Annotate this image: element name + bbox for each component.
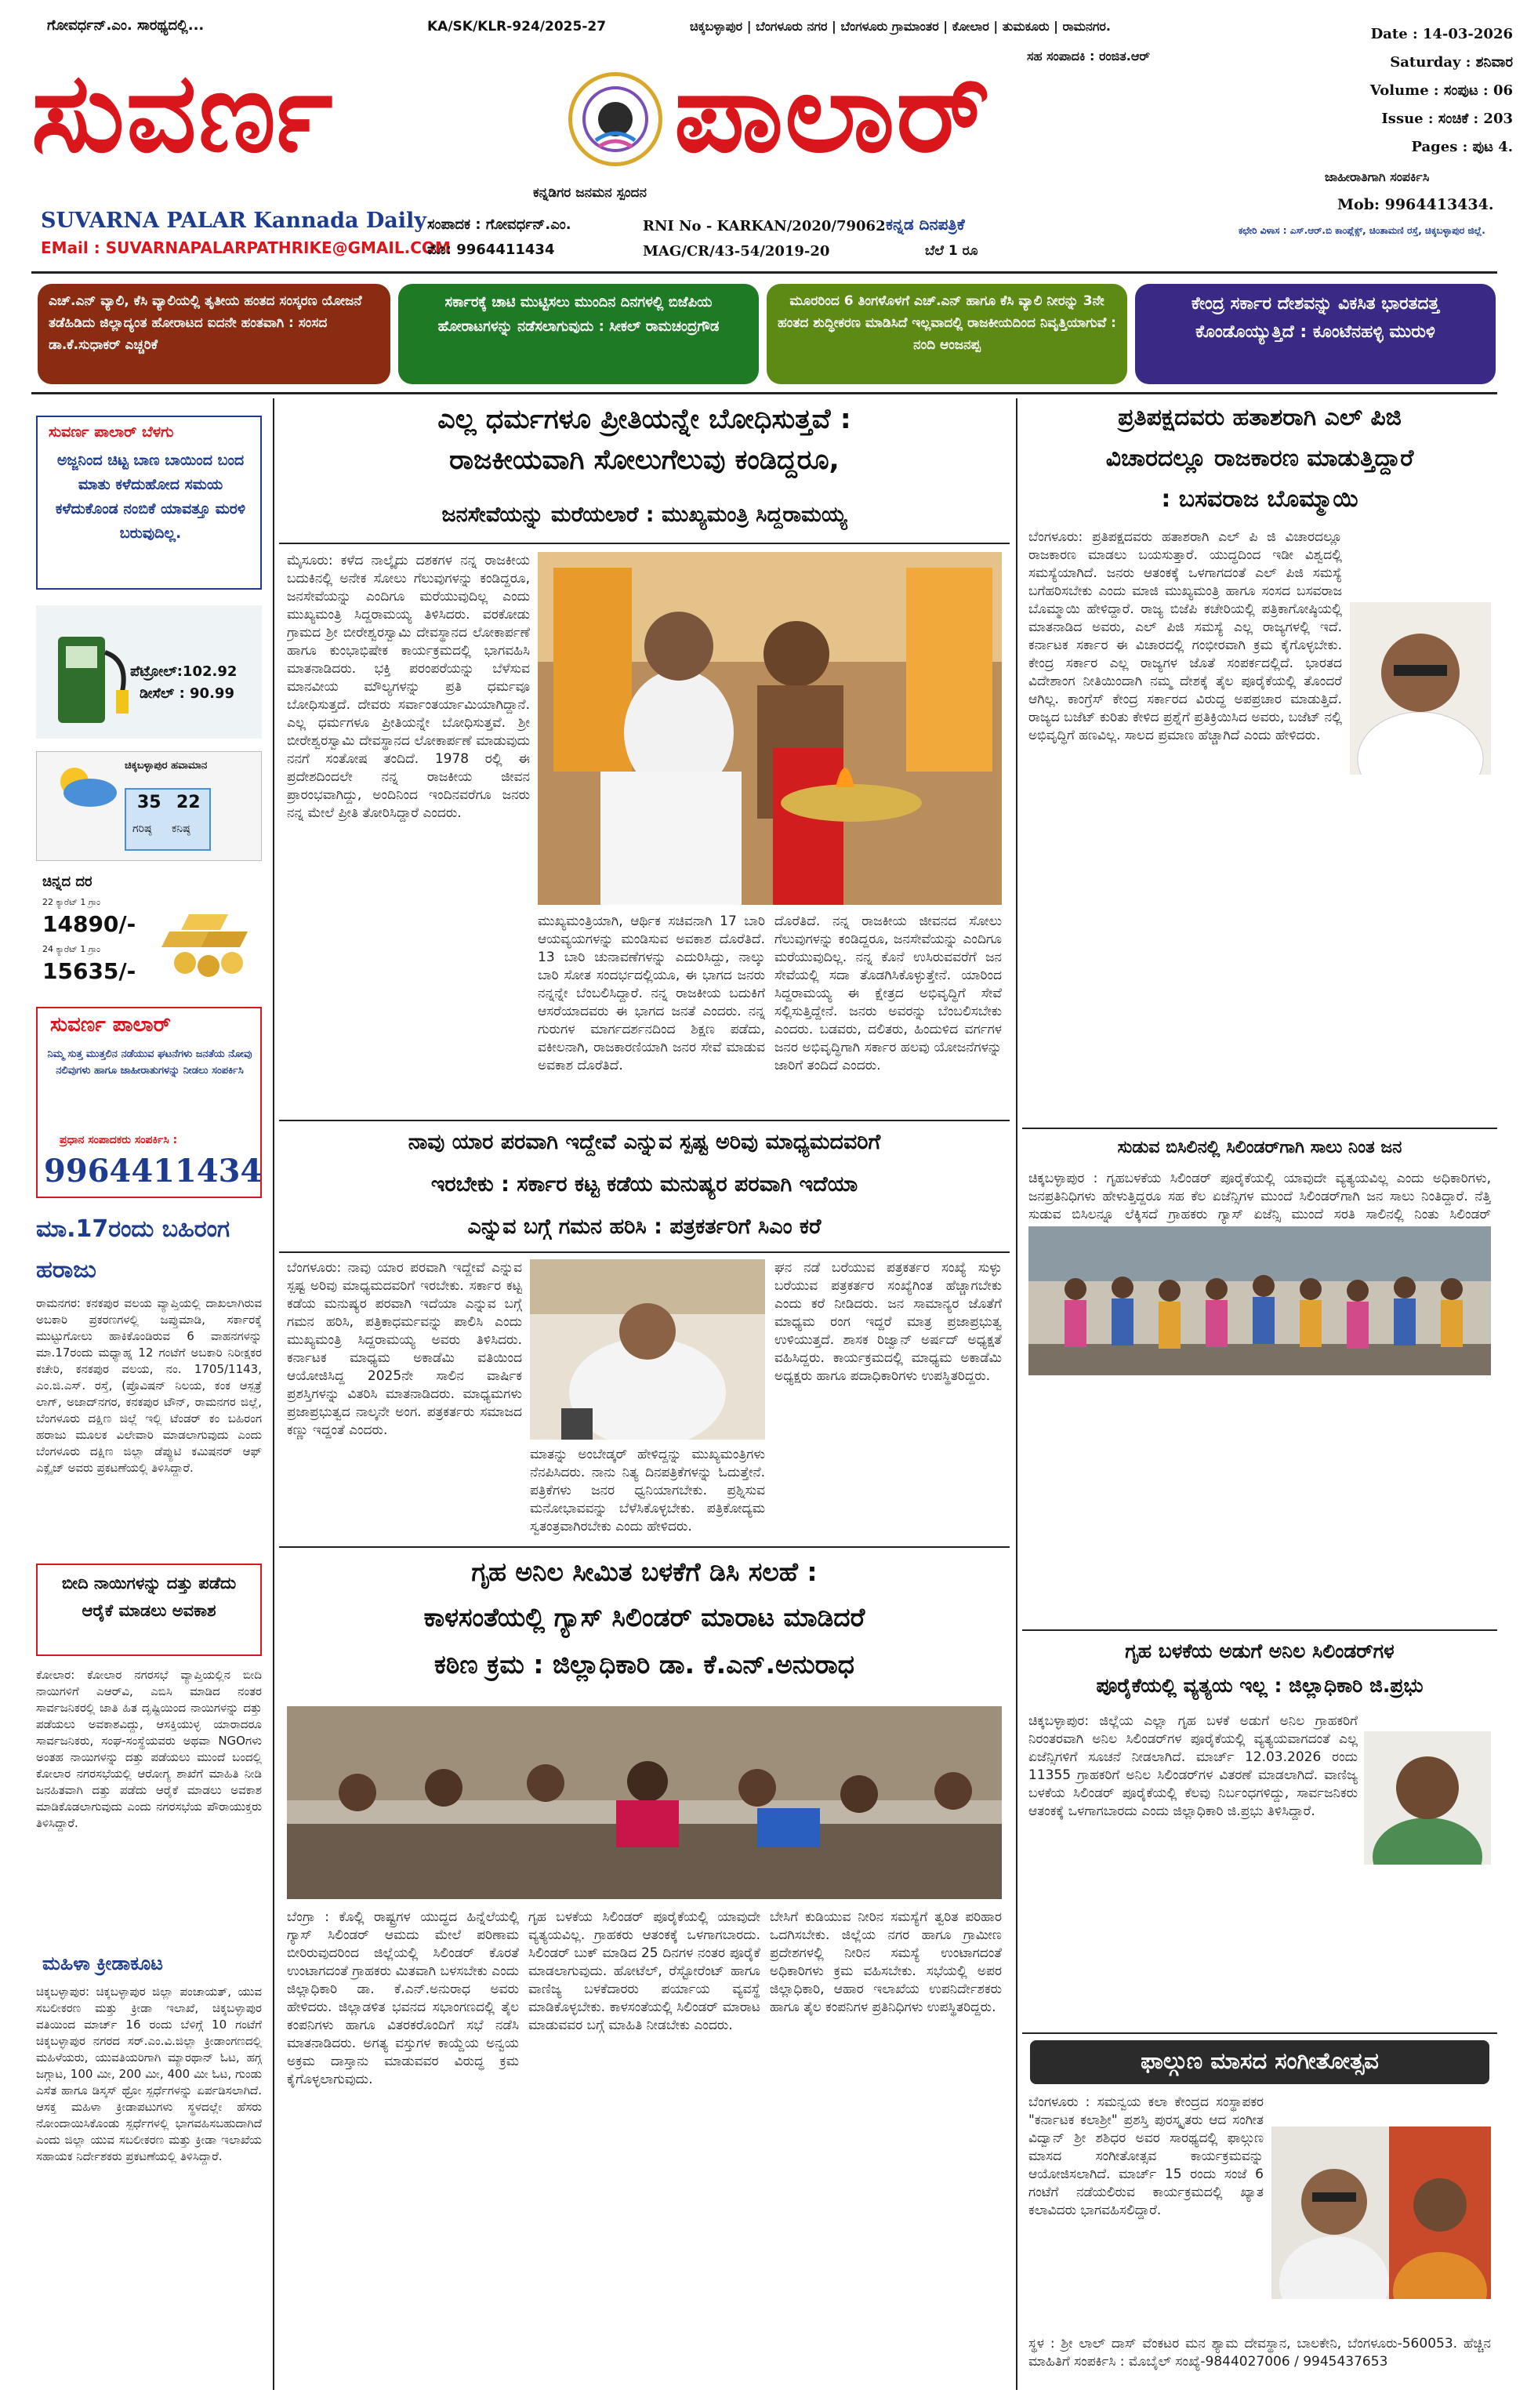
english-title: SUVARNA PALAR Kannada Daily: [41, 209, 426, 233]
newspaper-ad-phone: 9964411434: [44, 1153, 263, 1189]
masthead: [0, 0, 1527, 274]
bommai-bottom-rule: [1022, 1128, 1497, 1129]
chief-minister-speaking-photo: [530, 1259, 765, 1440]
ad-contact-mobile: Mob: 9964413434.: [1337, 196, 1494, 213]
queue-for-gas-cylinders-photo: [1028, 1226, 1491, 1375]
weather-widget: [36, 751, 262, 861]
gas-col-3: ಬೇಸಿಗೆ ಕುಡಿಯುವ ನೀರಿನ ಸಮಸ್ಯೆಗೆ ತ್ವರಿತ ಪರಿಹಾರ ಒದಗಿಸಬೇಕು. ಜಿಲ್ಲೆಯ ನಗರ ಹಾಗೂ ಗ್ರಾಮೀಣ ಪ್ರದೇಶಗಳಲ್ಲಿ ನೀರಿನ ಸಮಸ್ಯೆ ಉಂಟಾಗದಂತೆ ಅಧಿಕಾರಿಗಳು ಕ್ರಮ ವಹಿಸಬೇಕು. ಸಭೆಯಲ್ಲಿ ಅಪರ ಜಿಲ್ಲಾಧಿಕಾರಿ, ಆಹಾರ ಇಲಾಖೆಯ ಉಪನಿರ್ದೇಶಕರು ಹಾಗೂ ತೈಲ ಕಂಪನಿಗಳ ಪ್ರತಿನಿಧಿಗಳು ಉಪಸ್ಥಿತರಿದ್ದರು.: [770, 1909, 1002, 2015]
temple-ceremony-photo: [538, 552, 1002, 905]
lead-headline-1: ಎಲ್ಲ ಧರ್ಮಗಳೂ ಪ್ರೀತಿಯನ್ನೇ ಬೋಧಿಸುತ್ತವೆ :: [437, 404, 851, 435]
lead-col-1: ಮೈಸೂರು: ಕಳೆದ ನಾಲ್ಕೈದು ದಶಕಗಳ ನನ್ನ ರಾಜಕೀಯ ಬದುಕಿನಲ್ಲಿ ಅನೇಕ ಸೋಲು ಗೆಲುವುಗಳನ್ನು ಕಂಡಿದ್ದರೂ, ಜನಸೇವೆಯನ್ನು ಎಂದಿಗೂ ಮರೆಯುವುದಿಲ್ಲ ಎಂದು ಮುಖ್ಯಮಂತ್ರಿ ಸಿದ್ದರಾಮಯ್ಯ ತಿಳಿಸಿದರು. ವರಕೋಡು ಗ್ರಾಮದ ಶ್ರೀ ಬೀರೇಶ್ವರಸ್ವಾಮಿ ದೇವಸ್ಥಾನದ ಲೋಕಾರ್ಪಣೆ ಹಾಗೂ ಕುಂಭಾಭಿಷೇಕ ಕಾರ್ಯಕ್ರಮದಲ್ಲಿ ಭಾಗವಹಿಸಿ ಮಾತನಾಡಿದರು. ಭಕ್ತಿ ಪರಂಪರೆಯನ್ನು ಬೆಳೆಸುವ ಮಾನವೀಯ ಮೌಲ್ಯಗಳನ್ನು ಪ್ರತಿ ಧರ್ಮವೂ ಬೋಧಿಸುತ್ತದೆ. ದೇವರು ಸರ್ವಾಂತರ್ಯಾಮಿಯಾಗಿದ್ದಾನೆ. ಎಲ್ಲ ಧರ್ಮಗಳೂ ಪ್ರೀತಿಯನ್ನೇ ಬೋಧಿಸುತ್ತವೆ. ಶ್ರೀ ಬೀರೇಶ್ವರಸ್ವಾಮಿ ದೇವಸ್ಥಾನದ ಲೋಕಾರ್ಪಣೆ ಮಾಡುವುದು ನನಗೆ ಸಂತೋಷ ತಂದಿದೆ. 1978 ರಲ್ಲಿ ಈ ಪ್ರದೇಶದಿಂದಲೇ ನನ್ನ ರಾಜಕೀಯ ಜೀವನ ಪ್ರಾರಂಭವಾಗಿದ್ದು, ಅಂದಿನಿಂದ ಇಂದಿನವರೆಗೂ ಜನರು ನನ್ನ ಮೇಲೆ ಪ್ರೀತಿ ತೋರಿಸಿದ್ದಾರೆ ಎಂದರು.: [287, 553, 530, 821]
queue-photo: [1028, 1226, 1491, 1375]
gold-22-price: 14890/-: [42, 911, 136, 937]
editor-phone: ಮೊ: 9964411434: [427, 242, 555, 258]
district-meeting-photo: [287, 1706, 1002, 1899]
weather-title: ಚಿಕ್ಕಬಳ್ಳಾಪುರ ಹವಾಮಾನ: [125, 760, 208, 772]
media-col-3: ಘನ ನಡೆ ಬರೆಯುವ ಪತ್ರಕರ್ತರ ಸಂಖ್ಯೆ ಸುಳ್ಳು ಬರೆಯುವ ಪತ್ರಕರ್ತರ ಸಂಖ್ಯೆಗಿಂತ ಹೆಚ್ಚಾಗಬೇಕು ಎಂದು ಕರೆ ನೀಡಿದರು. ಜನ ಸಾಮಾನ್ಯರ ಜೊತೆಗೆ ಮಾಧ್ಯಮ ರಂಗ ಇದ್ದರೆ ಮಾತ್ರ ಪ್ರಜಾಪ್ರಭುತ್ವ ಉಳಿಯುತ್ತದೆ. ಶಾಸಕ ರಿಜ್ವಾನ್ ಅರ್ಷದ್ ಅಧ್ಯಕ್ಷತೆ ವಹಿಸಿದ್ದರು. ಕಾರ್ಯಕ್ರಮದಲ್ಲಿ ಮಾಧ್ಯಮ ಅಕಾಡೆಮಿ ಅಧ್ಯಕ್ಷರು ಹಾಗೂ ಪದಾಧಿಕಾರಿಗಳು ಉಪಸ್ಥಿತರಿದ್ದರು.: [774, 1260, 1002, 1384]
lead-headline-2: ರಾಜಕೀಯವಾಗಿ ಸೋಲುಗೆಲುವು ಕಂಡಿದ್ದರೂ,: [449, 445, 840, 476]
min-temp-label: ಕನಿಷ್ಠ: [172, 823, 190, 835]
lead-headline-3: ಜನಸೇವೆಯನ್ನು ಮರೆಯಲಾರೆ : ಮುಖ್ಯಮಂತ್ರಿ ಸಿದ್ದರಾಮಯ್ಯ: [441, 503, 847, 527]
right-column: [1022, 398, 1497, 2390]
masthead-emblem: [568, 72, 662, 166]
auction-text: ರಾಮನಗರ: ಕನಕಪುರ ವಲಯ ವ್ಯಾಪ್ತಿಯಲ್ಲಿ ದಾಖಲಾಗಿರುವ ಅಬಕಾರಿ ಪ್ರಕರಣಗಳಲ್ಲಿ ಜಪ್ತುಮಾಡಿ, ಸರ್ಕಾರಕ್ಕೆ ಮುಟ್ಟುಗೋಲು ಹಾಕಿಕೊಂಡಿರುವ 6 ವಾಹನಗಳನ್ನು ಮಾ.17ರಂದು ಮಧ್ಯಾಹ್ನ 12 ಗಂಟೆಗೆ ಅಬಕಾರಿ ನಿರೀಕ್ಷಕರ ಕಚೇರಿ, ಕನಕಪುರ ವಲಯ, ನಂ. 1705/1143, ಎಂ.ಜಿ.ಎಸ್. ರಸ್ತೆ, (ಪ್ರೊವಿಷನ್ ನಿಲಯ, ಕಂಕ ಆಸ್ಪತ್ರೆ ಲಾಗ್, ಅಜಾದ್‌ನಗರ, ಕನಕಪುರ ಟೌನ್, ರಾಮನಗರ ಜಿಲ್ಲೆ, ಬೆಂಗಳೂರು ದಕ್ಷಿಣ ಜಿಲ್ಲೆ ಇಲ್ಲಿ ಟೆಂಡರ್ ಕಂ ಬಹಿರಂಗ ಹರಾಜು ಮೂಲಕ ವಿಲೇವಾರಿ ಮಾಡಲಾಗುವುದು ಎಂದು ಬೆಂಗಳೂರು ದಕ್ಷಿಣ ಜಿಲ್ಲಾ ಡೆಪ್ಯುಟಿ ಕಮಿಷನರ್ ಆಫ್ ಎಕ್ಸೈಜ್ ಅವರು ಪ್ರಕಟಣೆಯಲ್ಲಿ ತಿಳಿಸಿದ್ದಾರೆ.: [36, 1296, 262, 1475]
gas-headline-2: ಕಾಳಸಂತೆಯಲ್ಲಿ ಗ್ಯಾಸ್ ಸಿಲಿಂಡರ್ ಮಾರಾಟ ಮಾಡಿದರೆ: [423, 1602, 865, 1633]
teaser-2-text: ಸರ್ಕಾರಕ್ಕೆ ಚಾಟಿ ಮುಟ್ಟಿಸಲು ಮುಂದಿನ ದಿನಗಳಲ್ಲಿ ಬಿಜೆಪಿಯ ಹೋರಾಟಗಳನ್ನು ನಡೆಸಲಾಗುವುದು : ಸೀಕಲ್ ರಾಮಚಂದ್ರಗೌಡ: [437, 294, 720, 335]
teaser-3[interactable]: [767, 284, 1127, 384]
gold-bars-icon: [154, 884, 256, 979]
left-column-divider: [273, 398, 274, 2390]
bommai-headline-1: ಪ್ರತಿಪಕ್ಷದವರು ಹತಾಶರಾಗಿ ಎಲ್ ಪಿಜಿ: [1118, 404, 1402, 431]
dogs-text: ಕೋಲಾರ: ಕೋಲಾರ ನಗರಸಭೆ ವ್ಯಾಪ್ತಿಯಲ್ಲಿನ ಬೀದಿ ನಾಯಿಗಳಿಗೆ ಎಆರ್‌ವಿ, ಎಬಿಸಿ ಮಾಡಿದ ನಂತರ ಸಾರ್ವಜನಿಕರಲ್ಲಿ ಜಾತಿ ಹಿತ ದೃಷ್ಟಿಯಿಂದ ನಾಯಿಗಳನ್ನು ದತ್ತು ಪಡೆಯಲು ಅವಕಾಶವಿದ್ದು, ಆಸಕ್ತಿಯುಳ್ಳ ಯಾರಾದರೂ ಸಾರ್ವಜನಿಕರು, ಸಂಘ-ಸಂಸ್ಥೆಯವರು ಅಥವಾ NGOಗಳು ಅಂತಹ ನಾಯಿಗಳನ್ನು ದತ್ತು ಪಡೆಯಲು ಮುಂದೆ ಬಂದಲ್ಲಿ ಕೋಲಾರ ನಗರಸಭೆಯಲ್ಲಿ ಆರೋಗ್ಯ ಶಾಖೆಗೆ ಮಾಹಿತಿ ನೀಡಿ ಜನಹಿತವಾಗಿ ದತ್ತು ಪಡೆದು ಆರೈಕೆ ಮಾಡಲು ಅವಕಾಶ ಮಾಡಿಕೊಡಲಾಗುವುದು ಎಂದು ನಗರಸಭೆಯ ಪೌರಾಯುಕ್ತರು ತಿಳಿಸಿದ್ದಾರೆ.: [36, 1668, 262, 1830]
rni-number: RNI No - KARKAN/2020/79062: [643, 218, 886, 234]
teaser-divider: [31, 392, 1497, 394]
media-story: [279, 1123, 1010, 1546]
newspaper-ad-title: ಸುವರ್ಣ ಪಾಲಾರ್: [50, 1013, 171, 1037]
fuel-widget: [36, 605, 262, 739]
office-address: ಕಛೇರಿ ವಿಳಾಸ : ಎಸ್.ಆರ್.ಬಿ ಕಾಂಪ್ಲೆಕ್ಸ್, ಚಿಂತಾಮಣಿ ರಸ್ತೆ, ಚಿಕ್ಕಬಳ್ಳಾಪುರ ಜಿಲ್ಲೆ.: [1239, 225, 1485, 236]
music-footer: ಸ್ಥಳ : ಶ್ರೀ ಲಾಲ್ ದಾಸ್ ವೆಂಕಟರ ಮನ ಶ್ಯಾಮ ದೇವಸ್ಥಾನ, ಬಾಲಕೇನಿ, ಬೆಂಗಳೂರು-560053. ಹೆಚ್ಚಿನ ಮಾಹಿತಿಗೆ ಸಂಪರ್ಕಿಸಿ : ಮೊಬೈಲ್ ಸಂಖ್ಯೆ-9844027006 / 9945437653: [1028, 2336, 1491, 2370]
gas-headline-1: ಗೃಹ ಅನಿಲ ಸೀಮಿತ ಬಳಕೆಗೆ ಡಿಸಿ ಸಲಹೆ :: [471, 1556, 818, 1587]
district-commissioner-portrait-photo: [1364, 1731, 1491, 1865]
daily-label: ಕನ್ನಡ ದಿನಪತ್ರಿಕೆ: [886, 215, 965, 234]
music-photo: [1271, 2127, 1491, 2299]
email: EMail : SUVARNAPALARPATHRIKE@GMAIL.COM: [41, 238, 451, 257]
tagline: ಕನ್ನಡಿಗರ ಜನಮನ ಸ್ಪಂದನ: [533, 185, 647, 201]
petrol-price: ಪೆಟ್ರೋಲ್:102.92: [130, 663, 238, 680]
editor-name: ಸಂಪಾದಕ : ಗೋವರ್ಧನ್.ಎಂ.: [427, 216, 571, 233]
district-list: ಚಿಕ್ಕಬಳ್ಳಾಪುರ | ಬೆಂಗಳೂರು ನಗರ | ಬೆಂಗಳೂರು ಗ್ರಾಮಾಂತರ | ಕೋಲಾರ | ತುಮಕೂರು | ರಾಮನಗರ.: [690, 19, 1111, 34]
gold-widget: [36, 873, 262, 991]
gas-col-1: ಬೆಂಗ್ರಾ : ಕೊಲ್ಲಿ ರಾಷ್ಟ್ರಗಳ ಯುದ್ಧದ ಹಿನ್ನೆಲೆಯಲ್ಲಿ ಗ್ಯಾಸ್ ಸಿಲಿಂಡರ್ ಆಮದು ಮೇಲೆ ಪರಿಣಾಮ ಬೀರಿರುವುದರಿಂದ ಜಿಲ್ಲೆಯಲ್ಲಿ ಸಿಲಿಂಡರ್ ಕೊರತೆ ಉಂಟಾಗದಂತೆ ಗ್ರಾಹಕರು ಮಿತವಾಗಿ ಬಳಸಬೇಕು ಎಂದು ಜಿಲ್ಲಾಧಿಕಾರಿ ಡಾ. ಕೆ.ಎನ್.ಅನುರಾಧ ಅವರು ಹೇಳಿದರು. ಜಿಲ್ಲಾಡಳಿತ ಭವನದ ಸಭಾಂಗಣದಲ್ಲಿ ತೈಲ ಕಂಪನಿಗಳು ಹಾಗೂ ವಿತರಕರೊಂದಿಗೆ ಸಭೆ ನಡೆಸಿ ಮಾತನಾಡಿದರು. ಅಗತ್ಯ ವಸ್ತುಗಳ ಕಾಯ್ದೆಯ ಅನ್ವಯ ಅಕ್ರಮ ದಾಸ್ತಾನು ಮಾಡುವವರ ವಿರುದ್ಧ ಕ್ರಮ ಕೈಗೊಳ್ಳಲಾಗುವುದು.: [287, 1909, 519, 2087]
teaser-1[interactable]: [38, 284, 390, 384]
founder-line: ಗೋವರ್ಧನ್.ಎಂ. ಸಾರಥ್ಯದಲ್ಲಿ...: [47, 17, 205, 34]
teaser-1-text: ಎಚ್.ಎನ್ ವ್ಯಾಲಿ, ಕೆಸಿ ವ್ಯಾಲಿಯಲ್ಲಿ ತೃತೀಯ ಹಂತದ ಸಂಸ್ಕರಣ ಯೋಜನೆ ತಡೆಹಿಡಿದು ಜಿಲ್ಲಾದ್ಯಂತ ಹೋರಾಟದ ಐದನೇ ಹಂತವಾಗಿ : ಸಂಸದ ಡಾ.ಕೆ.ಸುಧಾಕರ್ ಎಚ್ಚರಿಕೆ: [49, 293, 362, 353]
partly-cloudy-icon: [45, 758, 123, 813]
temperature-table: [125, 788, 211, 851]
supply-text: ಚಿಕ್ಕಬಳ್ಳಾಪುರ: ಜಿಲ್ಲೆಯ ಎಲ್ಲಾ ಗೃಹ ಬಳಕೆ ಅಡುಗೆ ಅನಿಲ ಗ್ರಾಹಕರಿಗೆ ನಿರಂತರವಾಗಿ ಅನಿಲ ಸಿಲಿಂಡರ್‌ಗಳ ಪೂರೈಕೆಯಲ್ಲಿ ವ್ಯತ್ಯಯವಾಗದಂತೆ ಎಲ್ಲ ಏಜೆನ್ಸಿಗಳಿಗೆ ಸೂಚನೆ ನೀಡಲಾಗಿದೆ. ಮಾರ್ಚ್ 12.03.2026 ರಂದು 11355 ಗ್ರಾಹಕರಿಗೆ ಅನಿಲ ಸಿಲಿಂಡರ್‌ಗಳ ವಿತರಣೆ ಮಾಡಲಾಗಿದೆ. ವಾಣಿಜ್ಯ ಬಳಕೆಯ ಸಿಲಿಂಡರ್ ಪೂರೈಕೆಯಲ್ಲಿ ಕೆಲವು ನಿರ್ಬಂಧಗಳಿದ್ದು, ಸಾರ್ವಜನಿಕರು ಆತಂಕಕ್ಕೆ ಒಳಗಾಗಬಾರದು ಎಂದು ಜಿಲ್ಲಾಧಿಕಾರಿ ಜಿ.ಪ್ರಭು ತಿಳಿಸಿದ್ದಾರೆ.: [1028, 1713, 1358, 1819]
emblem-logo-icon: [572, 76, 658, 162]
issue-number: Issue : ಸಂಚಿಕೆ : 203: [1381, 111, 1513, 127]
dogs-title: ಬೀದಿ ನಾಯಿಗಳನ್ನು ದತ್ತು ಪಡೆದು ಆರೈಕೆ ಮಾಡಲು ಅವಕಾಶ: [61, 1574, 237, 1620]
issue-date: Date : 14-03-2026: [1370, 26, 1513, 42]
media-headline-rule: [279, 1251, 1010, 1253]
media-col-1: ಬೆಂಗಳೂರು: ನಾವು ಯಾರ ಪರವಾಗಿ ಇದ್ದೇವೆ ಎನ್ನುವ ಸ್ಪಷ್ಟ ಅರಿವು ಮಾಧ್ಯಮದವರಿಗೆ ಇರಬೇಕು. ಸರ್ಕಾರ ಕಟ್ಟ ಕಡೆಯ ಮನುಷ್ಯರ ಪರವಾಗಿ ಇದೆಯಾ ಎನ್ನುವ ಬಗ್ಗೆ ಗಮನ ಹರಿಸಿ, ಪತ್ರಿಕಾಧರ್ಮವನ್ನು ಪಾಲಿಸಿ ಎಂದು ಮುಖ್ಯಮಂತ್ರಿ ಸಿದ್ದರಾಮಯ್ಯ ಅವರು ತಿಳಿಸಿದರು. ಕರ್ನಾಟಕ ಮಾಧ್ಯಮ ಅಕಾಡೆಮಿ ವತಿಯಿಂದ ಆಯೋಜಿಸಿದ್ದ 2025ನೇ ಸಾಲಿನ ವಾರ್ಷಿಕ ಪ್ರಶಸ್ತಿಗಳನ್ನು ವಿತರಿಸಿ ಮಾತನಾಡಿದರು. ಮಾಧ್ಯಮಗಳು ಪ್ರಜಾಪ್ರಭುತ್ವದ ನಾಲ್ಕನೇ ಅಂಗ. ಪತ್ರಕರ್ತರು ಸಮಾಜದ ಕಣ್ಣು ಇದ್ದಂತೆ ಎಂದರು.: [287, 1260, 522, 1438]
mag-number: MAG/CR/43-54/2019-20: [643, 243, 830, 260]
registration-number: KA/SK/KLR-924/2025-27: [427, 19, 607, 35]
co-editor: ಸಹ ಸಂಪಾದಕಿ : ರಂಜಿತ.ಆರ್: [1027, 49, 1151, 64]
music-headline: ಫಾಲ್ಗುಣ ಮಾಸದ ಸಂಗೀತೋತ್ಸವ: [1141, 2047, 1379, 2074]
music-text: ಬೆಂಗಳೂರು : ಸಮನ್ವಯ ಕಲಾ ಕೇಂದ್ರದ ಸಂಸ್ಥಾಪಕರ "ಕರ್ನಾಟಕ ಕಲಾಶ್ರೀ" ಪ್ರಶಸ್ತಿ ಪುರಸ್ಕೃತರು ಆದ ಸಂಗೀತ ವಿದ್ವಾನ್ ಶ್ರೀ ಶಶಿಧರ ಅವರ ಸಾರಥ್ಯದಲ್ಲಿ ಫಾಲ್ಗುಣ ಮಾಸದ ಸಂಗೀತೋತ್ಸವ ಕಾರ್ಯಕ್ರಮವನ್ನು ಆಯೋಜಿಸಲಾಗಿದೆ. ಮಾರ್ಚ್ 15 ರಂದು ಸಂಜೆ 6 ಗಂಟೆಗೆ ನಡೆಯಲಿರುವ ಕಾರ್ಯಕ್ರಮದಲ್ಲಿ ಖ್ಯಾತ ಕಲಾವಿದರು ಭಾಗವಹಿಸಲಿದ್ದಾರೆ.: [1028, 2094, 1264, 2218]
gas-story: [279, 1549, 1010, 2388]
auction-title: ಮಾ.17ರಂದು ಬಹಿರಂಗ ಹರಾಜು: [36, 1215, 230, 1284]
newspaper-ad-contact-label: ಪ್ರಧಾನ ಸಂಪಾದಕರು ಸಂಪರ್ಕಿಸಿ :: [60, 1134, 178, 1146]
lead-photo: [538, 552, 1002, 905]
issue-volume: Volume : ಸಂಪುಟ : 06: [1369, 82, 1513, 99]
teaser-4[interactable]: [1135, 284, 1496, 384]
max-temp-label: ಗರಿಷ್ಠ: [132, 823, 152, 835]
bommai-headline-3: : ಬಸವರಾಜ ಬೊಮ್ಮಾಯಿ: [1161, 485, 1358, 513]
gold-22-label: 22 ಕ್ಯಾರೆಟ್ 1 ಗ್ರಾಂ: [42, 897, 101, 907]
masthead-divider: [31, 271, 1497, 274]
politician-portrait-photo: [1350, 602, 1491, 775]
lead-headline-rule: [279, 543, 1010, 544]
sports-title: ಮಹಿಳಾ ಕ್ರೀಡಾಕೂಟ: [42, 1952, 163, 1974]
media-bottom-rule: [279, 1546, 1010, 1548]
ad-contact-label: ಜಾಹೀರಾತಿಗಾಗಿ ಸಂಪರ್ಕಿಸಿ: [1325, 169, 1430, 184]
right-column-divider: [1016, 398, 1017, 2390]
newspaper-ad: [36, 1007, 262, 1198]
gold-24-price: 15635/-: [42, 958, 136, 984]
media-headline-2: ಇರಬೇಕು : ಸರ್ಕಾರ ಕಟ್ಟ ಕಡೆಯ ಮನುಷ್ಯರ ಪರವಾಗಿ ಇದೆಯಾ: [430, 1172, 858, 1197]
lead-col-2: ಮುಖ್ಯಮಂತ್ರಿಯಾಗಿ, ಆರ್ಥಿಕ ಸಚಿವನಾಗಿ 17 ಬಾರಿ ಆಯವ್ಯಯಗಳನ್ನು ಮಂಡಿಸುವ ಅವಕಾಶ ದೊರೆತಿದೆ. 13 ಬಾರಿ ಚುನಾವಣೆಗಳನ್ನು ಎದುರಿಸಿದ್ದು, ನಾಲ್ಕು ಬಾರಿ ಸೋತ ಸಂದರ್ಭದಲ್ಲಿಯೂ, ಈ ಭಾಗದ ಜನರು ನನ್ನನ್ನೇ ಬೆಂಬಲಿಸಿದ್ದಾರೆ. ನನ್ನ ರಾಜಕೀಯ ಬದುಕಿಗೆ ಆಸರೆಯಾದವರು ಈ ಭಾಗದ ಜನತೆ ಎಂದರು. ನನ್ನ ಗುರುಗಳ ಮಾರ್ಗದರ್ಶನದಿಂದ ಶಿಕ್ಷಣ ಪಡೆದು, ವಕೀಲನಾಗಿ, ರಾಜಕಾರಣಿಯಾಗಿ ಜನರ ಸೇವೆ ಮಾಡುವ ಅವಕಾಶ ದೊರೆತಿದೆ.: [538, 913, 765, 1073]
gas-headline-3: ಕಠಿಣ ಕ್ರಮ : ಜಿಲ್ಲಾಧಿಕಾರಿ ಡಾ. ಕೆ.ಎನ್.ಅನುರಾಧ: [434, 1649, 854, 1680]
thought-title: ಸುವರ್ಣ ಪಾಲಾರ್ ಬೆಳಗು: [49, 423, 174, 441]
queue-bottom-rule: [1022, 1629, 1497, 1631]
thought-box: [36, 416, 262, 590]
gold-title: ಚಿನ್ನದ ದರ: [42, 873, 92, 890]
media-headline-3: ಎನ್ನುವ ಬಗ್ಗೆ ಗಮನ ಹರಿಸಿ : ಪತ್ರಕರ್ತರಿಗೆ ಸಿಎಂ ಕರೆ: [467, 1215, 822, 1239]
max-temp: 35: [137, 793, 161, 812]
masthead-title-right: ಪಾಲಾರ್: [674, 49, 992, 177]
supply-headline-1: ಗೃಹ ಬಳಕೆಯ ಅಡುಗೆ ಅನಿಲ ಸಿಲಿಂಡರ್‌ಗಳ: [1125, 1640, 1395, 1662]
left-sidebar: [31, 400, 267, 2392]
thought-text: ಅಜ್ಜನಿಂದ ಚಿಟ್ಟ ಬಾಣ ಬಾಯಿಂದ ಬಂದ ಮಾತು ಕಳೆದುಹೋದ ಸಮಯ ಕಳೆದುಕೊಂಡ ನಂಬಿಕೆ ಯಾವತ್ತೂ ಮರಳಿ ಬರುವುದಿಲ್ಲ.: [55, 452, 246, 542]
teaser-3-text: ಮೂರರಿಂದ 6 ತಿಂಗಳೊಳಗೆ ಎಚ್.ಎನ್ ಹಾಗೂ ಕೆಸಿ ವ್ಯಾಲಿ ನೀರನ್ನು 3ನೇ ಹಂತದ ಶುದ್ಧೀಕರಣ ಮಾಡಿಸಿದೆ ಇಲ್ಲವಾದಲ್ಲಿ ರಾಜಕೀಯದಿಂದ ನಿವೃತ್ತಿಯಾಗುವೆ : ನಂದಿ ಆಂಜನಪ್ಪ: [778, 293, 1116, 353]
gas-col-2: ಗೃಹ ಬಳಕೆಯ ಸಿಲಿಂಡರ್ ಪೂರೈಕೆಯಲ್ಲಿ ಯಾವುದೇ ವ್ಯತ್ಯಯವಿಲ್ಲ. ಗ್ರಾಹಕರು ಆತಂಕಕ್ಕೆ ಒಳಗಾಗಬಾರದು. ಸಿಲಿಂಡರ್ ಬುಕ್ ಮಾಡಿದ 25 ದಿನಗಳ ನಂತರ ಪೂರೈಕೆ ಮಾಡಲಾಗುವುದು. ಹೋಟೆಲ್, ರೆಸ್ಟೋರೆಂಟ್ ಹಾಗೂ ವಾಣಿಜ್ಯ ಬಳಕೆದಾರರು ಪರ್ಯಾಯ ವ್ಯವಸ್ಥೆ ಮಾಡಿಕೊಳ್ಳಬೇಕು. ಕಾಳಸಂತೆಯಲ್ಲಿ ಸಿಲಿಂಡರ್ ಮಾರಾಟ ಮಾಡುವವರ ಬಗ್ಗೆ ಮಾಹಿತಿ ನೀಡಬೇಕು ಎಂದರು.: [528, 1909, 760, 2033]
media-photo: [530, 1259, 765, 1440]
teaser-2[interactable]: [398, 284, 759, 384]
queue-headline: ಸುಡುವ ಬಿಸಿಲಿನಲ್ಲಿ ಸಿಲಿಂಡರ್‌ಗಾಗಿ ಸಾಲು ನಿಂತ ಜನ: [1117, 1138, 1402, 1157]
issue-info: [1356, 20, 1513, 162]
lead-col-3: ದೊರೆತಿದೆ. ನನ್ನ ರಾಜಕೀಯ ಜೀವನದ ಸೋಲು ಗೆಲುವುಗಳನ್ನು ಕಂಡಿದ್ದರೂ, ಜನಸೇವೆಯನ್ನು ಎಂದಿಗೂ ಮರೆಯುವುದಿಲ್ಲ. ನನ್ನ ಕೊನೆ ಉಸಿರುವವರೆಗೆ ಜನ ಸೇವೆಯಲ್ಲಿ ಸದಾ ತೊಡಗಿಸಿಕೊಳ್ಳುತ್ತೇನೆ. ಯಾರಿಂದ ಸಿದ್ದರಾಮಯ್ಯ ಈ ಕ್ಷೇತ್ರದ ಅಭಿವೃದ್ಧಿಗೆ ಸೇವೆ ಸಲ್ಲಿಸುತ್ತಿದ್ದೇನೆ. ಜನರು ಅವರನ್ನು ಬೆಂಬಲಿಸಬೇಕು ಎಂದರು. ಬಡವರು, ದಲಿತರು, ಹಿಂದುಳಿದ ವರ್ಗಗಳ ಜನರ ಅಭಿವೃದ್ಧಿಗಾಗಿ ಸರ್ಕಾರ ಹಲವು ಯೋಜನೆಗಳನ್ನು ಜಾರಿಗೆ ತಂದಿದೆ ಎಂದರು.: [774, 913, 1002, 1073]
issue-day: Saturday : ಶನಿವಾರ: [1390, 54, 1513, 71]
teaser-4-text: ಕೇಂದ್ರ ಸರ್ಕಾರ ದೇಶವನ್ನು ವಿಕಸಿತ ಭಾರತದತ್ತ ಕೊಂಡೊಯ್ಯುತ್ತಿದೆ : ಕೂಂಟೆನಹಳ್ಳಿ ಮುರುಳಿ: [1191, 294, 1440, 342]
sports-text: ಚಿಕ್ಕಬಳ್ಳಾಪುರ: ಚಿಕ್ಕಬಳ್ಳಾಪುರ ಜಿಲ್ಲಾ ಪಂಚಾಯತ್, ಯುವ ಸಬಲೀಕರಣ ಮತ್ತು ಕ್ರೀಡಾ ಇಲಾಖೆ, ಚಿಕ್ಕಬಳ್ಳಾಪುರ ವತಿಯಿಂದ ಮಾರ್ಚ್ 16 ರಂದು ಬೆಳಿಗ್ಗೆ 10 ಗಂಟೆಗೆ ಚಿಕ್ಕಬಳ್ಳಾಪುರ ನಗರದ ಸರ್.ಎಂ.ವಿ.ಜಿಲ್ಲಾ ಕ್ರೀಡಾಂಗಣದಲ್ಲಿ ಮಹಿಳೆಯರು, ಯುವತಿಯರಿಗಾಗಿ ಮ್ಯಾರಥಾನ್ ಓಟ, ಹಗ್ಗ ಜಗ್ಗಾಟ, 100 ಮೀ, 200 ಮೀ, 400 ಮೀ ಓಟ, ಗುಂಡು ಎಸೆತ ಹಾಗೂ ಡಿಸ್ಕಸ್ ಥ್ರೋ ಸ್ಪರ್ಧೆಗಳನ್ನು ಏರ್ಪಡಿಸಲಾಗಿದೆ. ಆಸಕ್ತ ಮಹಿಳಾ ಕ್ರೀಡಾಪಟುಗಳು ಸ್ಥಳದಲ್ಲೇ ಹೆಸರು ನೋಂದಾಯಿಸಿಕೊಂಡು ಸ್ಪರ್ಧೆಗಳಲ್ಲಿ ಭಾಗವಹಿಸಬಹುದಾಗಿದೆ ಎಂದು ಜಿಲ್ಲಾ ಯುವ ಸಬಲೀಕರಣ ಮತ್ತು ಕ್ರೀಡಾ ಇಲಾಖೆಯ ಸಹಾಯಕ ನಿರ್ದೇಶಕರು ಪ್ರಕಟಣೆಯಲ್ಲಿ ತಿಳಿಸಿದ್ದಾರೆ.: [36, 1985, 262, 2163]
lead-story: [279, 398, 1010, 1120]
supply-headline-2: ಪೂರೈಕೆಯಲ್ಲಿ ವ್ಯತ್ಯಯ ಇಲ್ಲ : ಜಿಲ್ಲಾಧಿಕಾರಿ ಜಿ.ಪ್ರಭು: [1096, 1674, 1424, 1697]
dogs-title-box: [36, 1564, 262, 1656]
music-headline-box: [1030, 2040, 1489, 2084]
bommai-photo: [1350, 602, 1491, 775]
lead-bottom-rule: [279, 1120, 1010, 1121]
newspaper-ad-text: ನಿಮ್ಮ ಸುತ್ತ ಮುತ್ತಲಿನ ನಡೆಯುವ ಘಟನೆಗಳು ಜನತೆಯ ನೋವು ನಲಿವುಗಳು ಹಾಗೂ ಜಾಹೀರಾತುಗಳನ್ನು ನೀಡಲು ಸಂಪರ್ಕಿಸಿ: [47, 1048, 252, 1077]
queue-text-top: ಚಿಕ್ಕಬಳ್ಳಾಪುರ : ಗೃಹಬಳಕೆಯ ಸಿಲಿಂಡರ್ ಪೂರೈಕೆಯಲ್ಲಿ ಯಾವುದೇ ವ್ಯತ್ಯಯವಿಲ್ಲ ಎಂದು ಅಧಿಕಾರಿಗಳು, ಜನಪ್ರತಿನಿಧಿಗಳು ಹೇಳುತ್ತಿದ್ದರೂ ಸಹ ಕೆಲ ಏಜೆನ್ಸಿಗಳ ಮುಂದೆ ಸಿಲಿಂಡರ್‌ಗಾಗಿ ಜನ ಸಾಲು ನಿಂತಿದ್ದಾರೆ. ನೆತ್ತಿ ಸುಡುವ ಬಿಸಿಲನ್ನೂ ಲೆಕ್ಕಿಸದೆ ಗ್ರಾಹಕರು ಗ್ಯಾಸ್ ಏಜೆನ್ಸಿ ಮುಂದೆ ಸರತಿ ಸಾಲಿನಲ್ಲಿ ನಿಂತು ಸಿಲಿಂಡರ್: [1028, 1171, 1491, 1222]
bommai-headline-2: ವಿಚಾರದಲ್ಲೂ ರಾಜಕಾರಣ ಮಾಡುತ್ತಿದ್ದಾರೆ: [1105, 445, 1414, 472]
supply-photo: [1364, 1731, 1491, 1865]
gold-24-label: 24 ಕ್ಯಾರೆಟ್ 1 ಗ್ರಾಂ: [42, 944, 101, 954]
price: ಬೆಲೆ 1 ರೂ: [925, 243, 978, 259]
media-col-2: ಮಾತನ್ನು ಅಂಬೇಡ್ಕರ್ ಹೇಳಿದ್ದನ್ನು ಮುಖ್ಯಮಂತ್ರಿಗಳು ನೆನಪಿಸಿದರು. ನಾನು ನಿತ್ಯ ದಿನಪತ್ರಿಕೆಗಳನ್ನು ಓದುತ್ತೇನೆ. ಪತ್ರಿಕೆಗಳು ಜನರ ಧ್ವನಿಯಾಗಬೇಕು. ಪ್ರಶ್ನಿಸುವ ಮನೋಭಾವವನ್ನು ಬೆಳೆಸಿಕೊಳ್ಳಬೇಕು. ಪತ್ರಿಕೋದ್ಯಮ ಸ್ವತಂತ್ರವಾಗಿರಬೇಕು ಎಂದು ಹೇಳಿದರು.: [530, 1447, 765, 1535]
supply-bottom-rule: [1022, 2032, 1497, 2034]
fuel-pump-icon: [50, 621, 136, 731]
media-headline-1: ನಾವು ಯಾರ ಪರವಾಗಿ ಇದ್ದೇವೆ ಎನ್ನುವ ಸ್ಪಷ್ಟ ಅರಿವು ಮಾಧ್ಯಮದವರಿಗೆ: [408, 1130, 881, 1154]
musicians-portrait-photo: [1271, 2127, 1491, 2299]
masthead-title-left: ಸುವರ್ಣ: [31, 49, 335, 177]
min-temp: 22: [176, 793, 201, 812]
gas-photo: [287, 1706, 1002, 1899]
diesel-price: ಡೀಸೆಲ್ : 90.99: [140, 685, 234, 702]
bommai-text: ಬೆಂಗಳೂರು: ಪ್ರತಿಪಕ್ಷದವರು ಹತಾಶರಾಗಿ ಎಲ್ ಪಿ ಜಿ ವಿಚಾರದಲ್ಲೂ ರಾಜಕಾರಣ ಮಾಡಲು ಬಯಸುತ್ತಾರೆ. ಯುದ್ಧದಿಂದ ಇಡೀ ವಿಶ್ವದಲ್ಲಿ ಸಮಸ್ಯೆಯಾಗಿದೆ. ಜನರು ಆತಂಕಕ್ಕೆ ಒಳಗಾಗದಂತೆ ಎಲ್ ಪಿಜಿ ಸಮಸ್ಯೆ ಬಗೆಹರಿಸಬೇಕು ಎಂದು ಮಾಜಿ ಮುಖ್ಯಮಂತ್ರಿ ಹಾಗೂ ಸಂಸದ ಬಸವರಾಜ ಬೊಮ್ಮಾಯಿ ಹೇಳಿದ್ದಾರೆ. ರಾಜ್ಯ ಬಿಜೆಪಿ ಕಚೇರಿಯಲ್ಲಿ ಪತ್ರಿಕಾಗೋಷ್ಠಿಯಲ್ಲಿ ಮಾತನಾಡಿದ ಅವರು, ಎಲ್ ಪಿಜಿ ಸಮಸ್ಯೆ ಎಲ್ಲ ರಾಜ್ಯಗಳಲ್ಲಿ ಇದೆ. ಕರ್ನಾಟಕ ಸರ್ಕಾರ ಈ ವಿಚಾರದಲ್ಲಿ ಗಂಭೀರವಾಗಿ ಕ್ರಮ ಕೈಗೊಳ್ಳಬೇಕು. ಕೇಂದ್ರ ಸರ್ಕಾರ ಎಲ್ಲ ರಾಜ್ಯಗಳ ಜೊತೆ ಸಂಪರ್ಕದಲ್ಲಿದೆ. ಭಾರತದ ವಿದೇಶಾಂಗ ನೀತಿಯಿಂದಾಗಿ ನಮ್ಮ ದೇಶಕ್ಕೆ ತೈಲ ಪೂರೈಕೆಯಲ್ಲಿ ತೊಂದರೆ ಆಗಿಲ್ಲ. ಕಾಂಗ್ರೆಸ್ ಕೇಂದ್ರ ಸರ್ಕಾರದ ವಿರುದ್ಧ ಅಪಪ್ರಚಾರ ಮಾಡುತ್ತಿದೆ. ರಾಜ್ಯದ ಬಜೆಟ್ ಕುರಿತು ಕೇಳಿದ ಪ್ರಶ್ನೆಗೆ ಪ್ರತಿಕ್ರಿಯಿಸಿದ ಅವರು, ಬಜೆಟ್ ನಲ್ಲಿ ಅಭಿವೃದ್ಧಿಗೆ ಹಣವಿಲ್ಲ. ಸಾಲದ ಪ್ರಮಾಣ ಹೆಚ್ಚಾಗಿದೆ ಎಂದು ಹೇಳಿದರು.: [1028, 529, 1342, 743]
issue-pages: Pages : ಪುಟ 4.: [1411, 139, 1513, 155]
